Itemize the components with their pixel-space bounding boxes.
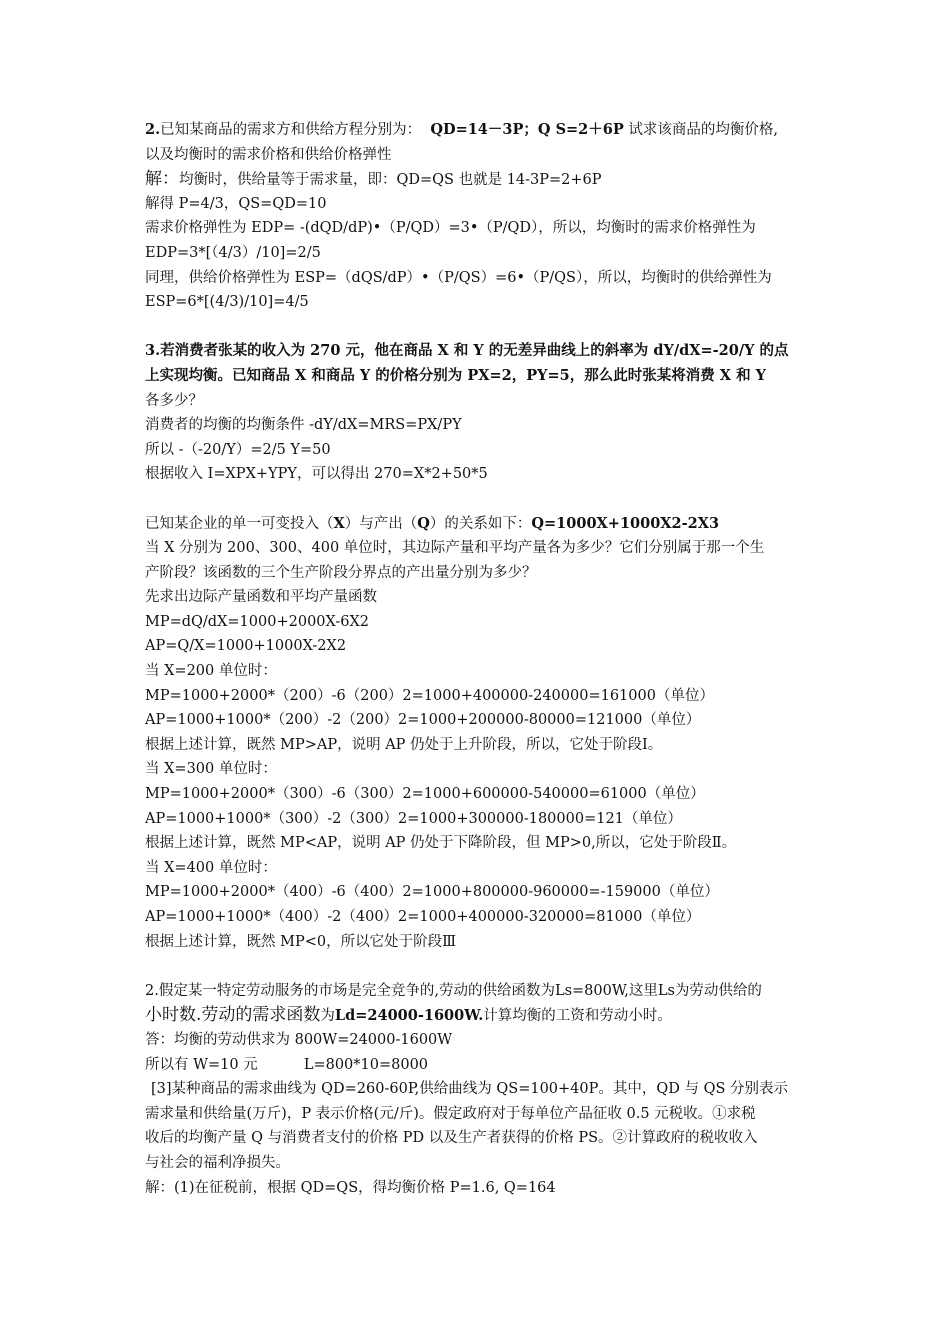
q1-solution-label: 解： xyxy=(145,169,179,190)
q1-title-line1 xyxy=(145,118,810,143)
q3-solution-line: 当 X=200 单位时： xyxy=(145,663,277,680)
q1-solution-line5: 同理，供给价格弹性为 ESP=（dQS/dP）•（P/QS）=6•（P/QS），所以，均衡时的供给弹性为 xyxy=(145,269,772,286)
q3-title-x: X xyxy=(333,514,345,532)
q5-title-line3: 收后的均衡产量 Q 与消费者支付的价格 PD 以及生产者获得的价格 PS。②计算政府的税收收入 xyxy=(145,1130,758,1147)
q2-title-line1: 3.若消费者张某的收入为 270 元，他在商品 X 和 Y 的无差异曲线上的斜率为 dY/dX=-20/Y 的点 xyxy=(145,342,789,360)
q3-solution-line: 先求出边际产量函数和平均产量函数 xyxy=(145,589,377,606)
q3-title-line2: 当 X 分别为 200、300、400 单位时，其边际产量和平均产量各为多少？它们分别属于那一个生 xyxy=(145,540,765,557)
q3-solution-line: 根据上述计算，既然 MP>AP，说明 AP 仍处于上升阶段，所以，它处于阶段Ⅰ。 xyxy=(145,736,663,753)
q3-solution-line: 根据上述计算，既然 MP<AP，说明 AP 仍处于下降阶段，但 MP>0,所以，它处于阶段Ⅱ。 xyxy=(145,835,737,852)
q4-title-text-b: .劳动的需求函数 xyxy=(196,1005,321,1026)
q3-title-q: Q xyxy=(417,514,430,532)
q3-solution-line: AP=Q/X=1000+1000X-2X2 xyxy=(145,638,347,655)
document-body xyxy=(145,118,810,1200)
q1-solution-line6: ESP=6*[(4/3)/10]=4/5 xyxy=(145,294,309,311)
q5-title-line1: [3]某种商品的需求曲线为 QD=260-60P,供给曲线为 QS=100+40P。其中，QD 与 QS 分别表示 xyxy=(151,1081,789,1098)
q1-solution-line2: 解得 P=4/3，QS=QD=10 xyxy=(145,195,327,212)
q1-title-tail: 试求该商品的均衡价格, xyxy=(628,122,778,138)
q4-title-text-e: 计算均衡的工资和劳动小时。 xyxy=(483,1008,672,1025)
q3-solution-line: MP=1000+2000*（200）-6（200）2=1000+400000-240000=161000（单位） xyxy=(145,687,714,704)
q3-title-line3: 产阶段？该函数的三个生产阶段分界点的产出量分别为多少？ xyxy=(145,564,537,581)
q5-solution-line1: 解：(1)在征税前，根据 QD=QS，得均衡价格 P=1.6, Q=164 xyxy=(145,1179,556,1196)
q2-title-line3: 各多少？ xyxy=(145,392,203,409)
q3-equation: Q=1000X+1000X2-2X3 xyxy=(531,514,720,532)
q3-solution-line: AP=1000+1000*（400）-2（400）2=1000+400000-320000=81000（单位） xyxy=(145,909,701,925)
q3-solution-line: MP=dQ/dX=1000+2000X-6X2 xyxy=(145,613,369,630)
q5-title-line4: 与社会的福利净损失。 xyxy=(145,1154,290,1171)
q3-solution-line: 根据上述计算，既然 MP<0，所以它处于阶段Ⅲ xyxy=(145,933,457,950)
q4-title-line2 xyxy=(145,1003,810,1028)
q2-solution-line3: 根据收入 I=XPX+YPY，可以得出 270=X*2+50*5 xyxy=(145,466,488,483)
q3-solution-line: AP=1000+1000*（200）-2（200）2=1000+200000-80000=121000（单位） xyxy=(145,712,701,729)
q3-solution-line: AP=1000+1000*（300）-2（300）2=1000+300000-180000=121（单位） xyxy=(145,810,682,827)
spacer xyxy=(145,315,810,340)
q4-title-equation: Ld=24000-1600W. xyxy=(334,1007,484,1025)
q2-title-line2: 上实现均衡。已知商品 X 和商品 Y 的价格分别为 PX=2，PY=5，那么此时张某将消费 X 和 Y xyxy=(145,366,766,384)
q4-title-line1: 2.假定某一特定劳动服务的市场是完全竞争的,劳动的供给函数为Ls=800W,这里Ls为劳动供给的 xyxy=(145,982,762,999)
q1-equation: QD=14－3P；Q S=2＋6P xyxy=(430,121,624,138)
spacer xyxy=(145,954,810,979)
q3-title-text-b: ）与产出（ xyxy=(344,515,418,532)
q3-solution-line: 当 X=400 单位时： xyxy=(145,859,277,876)
spacer xyxy=(145,487,810,512)
q1-solution-line3: 需求价格弹性为 EDP= -(dQD/dP)•（P/QD）=3•（P/QD），所以，均衡时的需求价格弹性为 xyxy=(145,220,756,237)
q1-number: 2. xyxy=(145,121,161,138)
q3-solution-line: 当 X=300 单位时： xyxy=(145,761,277,778)
q4-title-text-c: 为 xyxy=(320,1008,335,1025)
q3-solution-line: MP=1000+2000*（400）-6（400）2=1000+800000-960000=-159000（单位） xyxy=(145,884,719,901)
q4-answer-line1: 答：均衡的劳动供求为 800W=24000-1600W xyxy=(145,1031,453,1048)
q1-title-text: 已知某商品的需求方和供给方程分别为： xyxy=(160,122,422,138)
q1-title-line2: 以及均衡时的需求价格和供给价格弹性 xyxy=(145,146,392,163)
q1-solution-line1 xyxy=(145,167,810,192)
q3-solution-line: MP=1000+2000*（300）-6（300）2=1000+600000-540000=61000（单位） xyxy=(145,786,705,803)
q2-solution-line1: 消费者的均衡的均衡条件 -dY/dX=MRS=PX/PY xyxy=(145,417,462,434)
q3-title-line1 xyxy=(145,512,810,537)
q3-title-text-a: 已知某企业的单一可变投入（ xyxy=(145,515,334,532)
q2-solution-line2: 所以 -（-20/Y）=2/5 Y=50 xyxy=(145,441,331,458)
q3-title-text-c: ）的关系如下： xyxy=(429,515,532,532)
q1-solution-line4: EDP=3*[（4/3）/10]=2/5 xyxy=(145,244,321,261)
q5-title-line2: 需求量和供给量(万斤)，P 表示价格(元/斤)。假定政府对于每单位产品征收 0.5 元税收。①求税 xyxy=(145,1105,756,1122)
q1-solution-text: 均衡时，供给量等于需求量，即：QD=QS 也就是 14-3P=2+6P xyxy=(179,172,602,189)
q4-title-text-a: 小时数 xyxy=(145,1005,196,1026)
q4-answer-line2: 所以有 W=10 元 L=800*10=8000 xyxy=(145,1056,429,1073)
